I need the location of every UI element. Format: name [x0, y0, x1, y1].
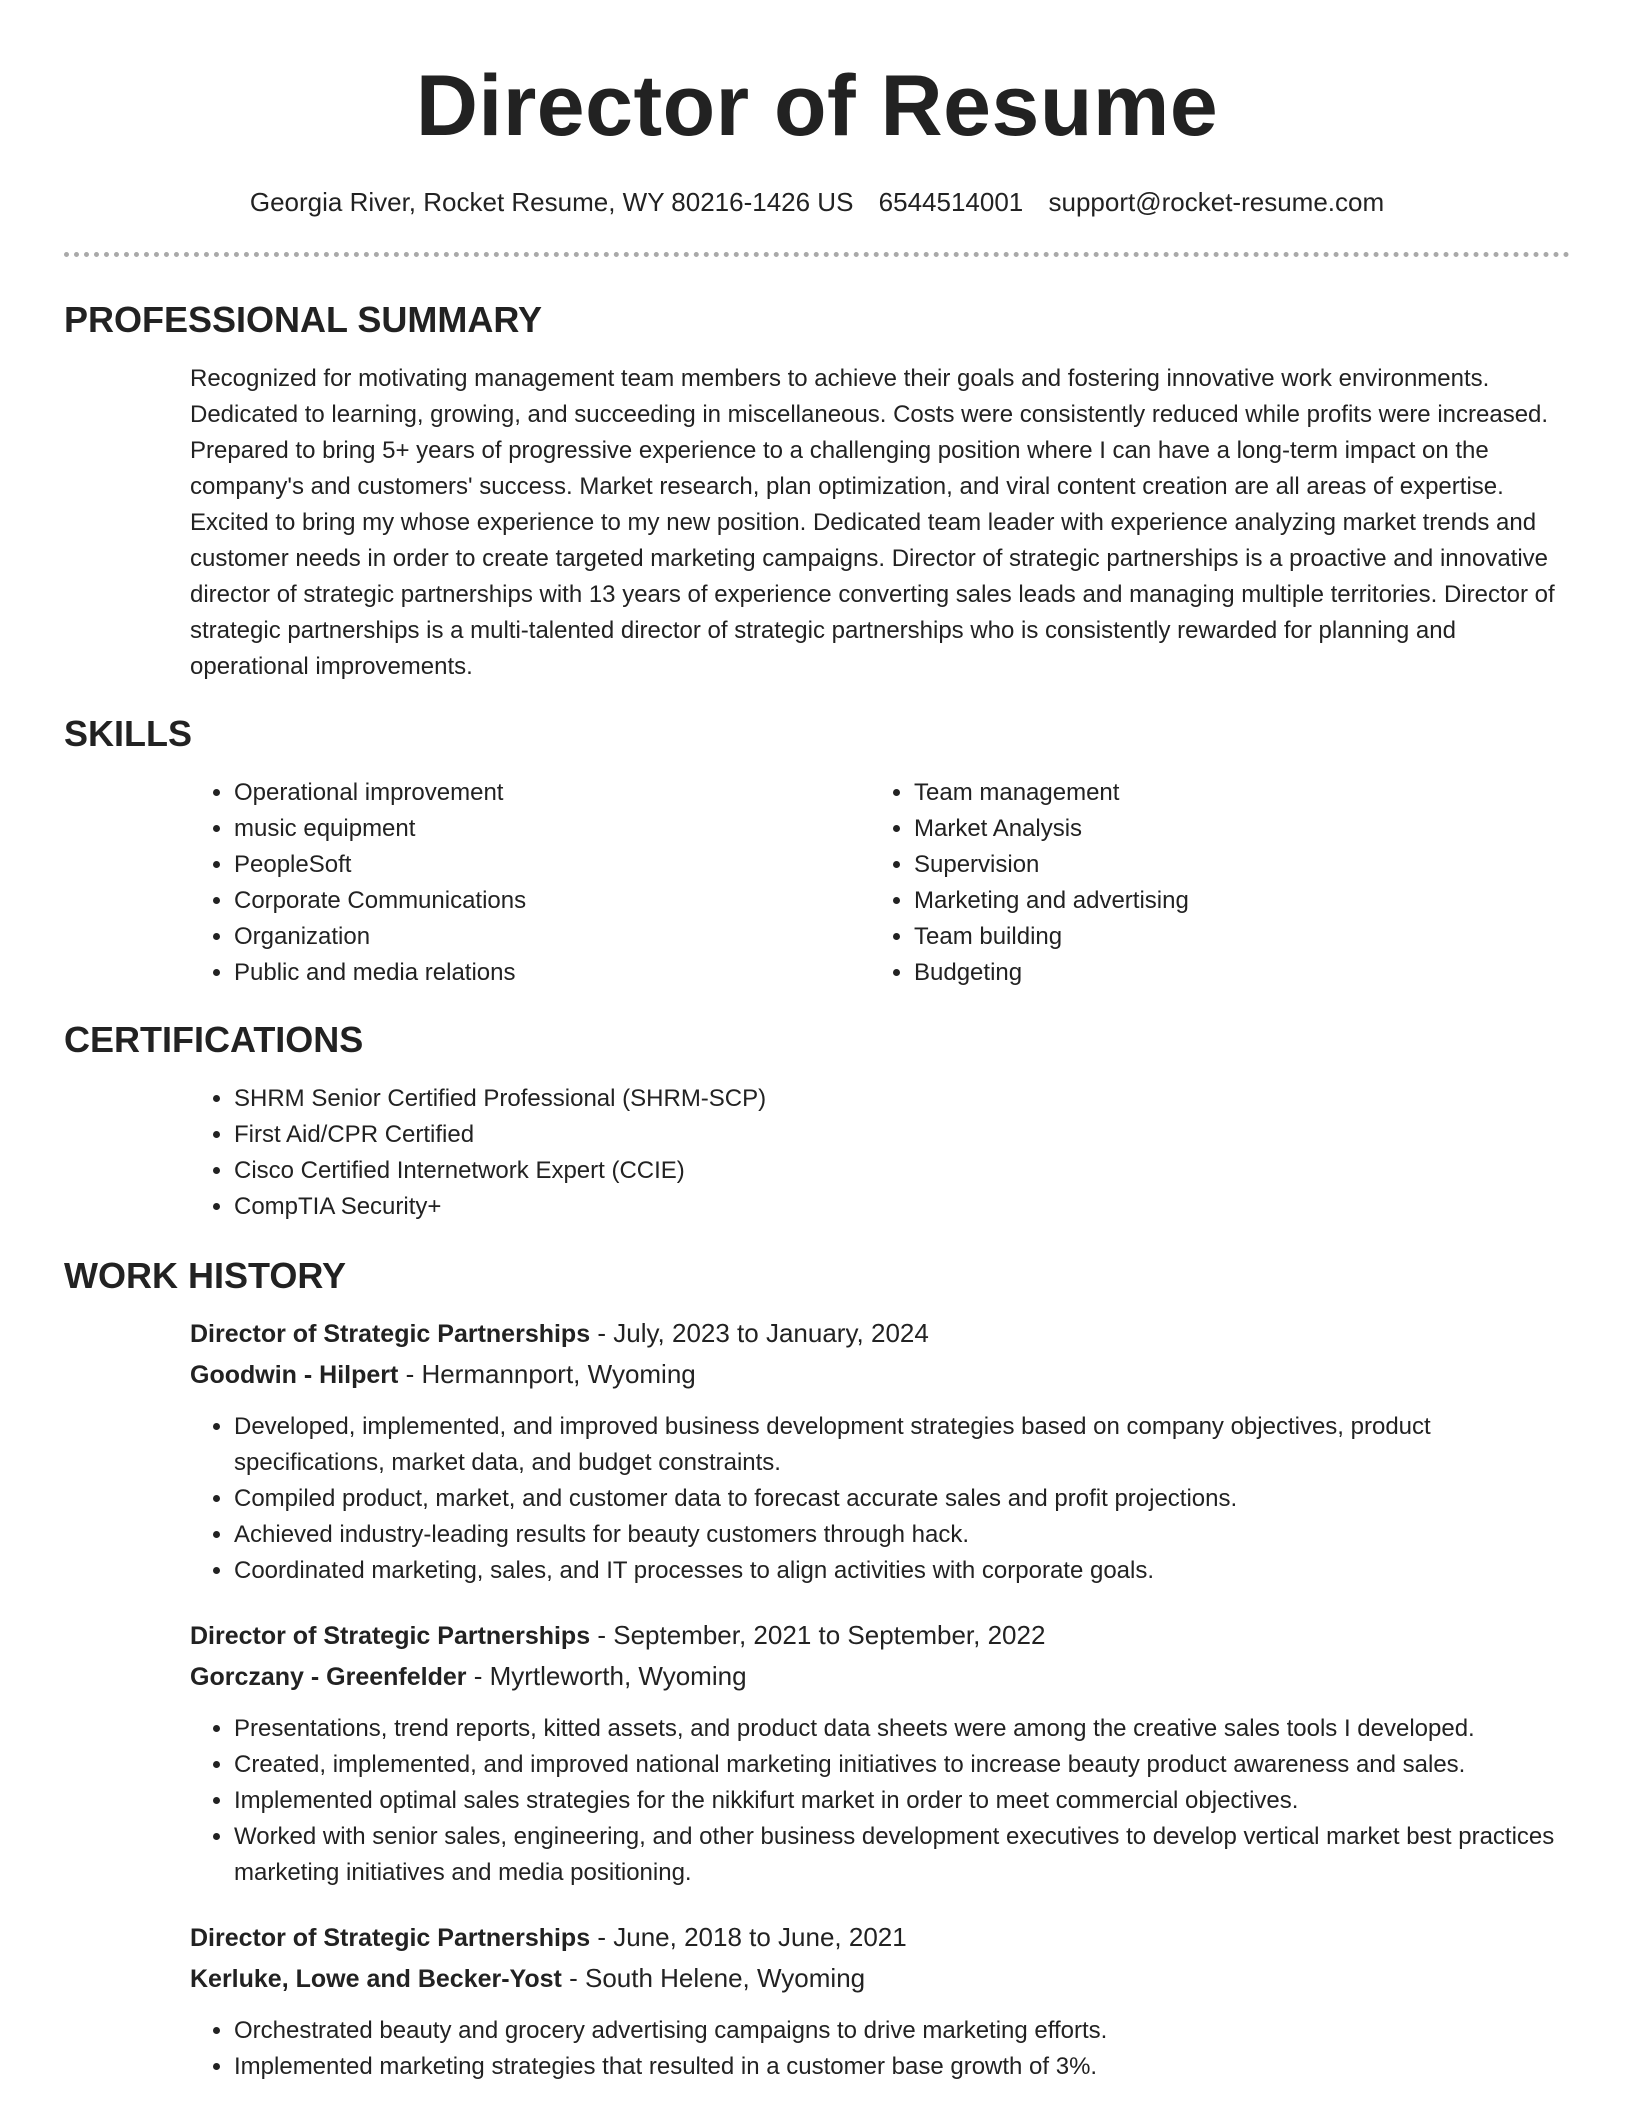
skill-item: • Organization	[234, 919, 870, 955]
skill-item: • Marketing and advertising	[914, 883, 1550, 919]
skill-item: • Operational improvement	[234, 775, 870, 811]
certifications-section	[64, 1017, 1570, 1225]
job-entry	[190, 1917, 1570, 2085]
job-title: Director of Strategic Partnerships	[190, 1622, 591, 1650]
certification-item: • SHRM Senior Certified Professional (SHRM-SCP)	[234, 1081, 1570, 1117]
job-dates: - June, 2018 to June, 2021	[597, 1922, 907, 1952]
job-title: Director of Strategic Partnerships	[190, 1924, 591, 1952]
job-title-line	[190, 1917, 1570, 1958]
job-bullet: • Created, implemented, and improved national marketing initiatives to increase beauty product awareness and sales.	[234, 1747, 1570, 1783]
section-heading-certifications: CERTIFICATIONS	[64, 1019, 364, 1060]
skills-column-right	[870, 775, 1550, 991]
contact-line	[64, 182, 1570, 222]
job-bullet: • Implemented marketing strategies that resulted in a customer base growth of 3%.	[234, 2049, 1570, 2085]
job-entry	[190, 1313, 1570, 1589]
job-bullet: • Orchestrated beauty and grocery advertising campaigns to drive marketing efforts.	[234, 2013, 1570, 2049]
skill-item: • Team management	[914, 775, 1550, 811]
job-bullet: • Achieved industry-leading results for beauty customers through hack.	[234, 1517, 1570, 1553]
skill-item: • Corporate Communications	[234, 883, 870, 919]
job-bullet: • Compiled product, market, and customer data to forecast accurate sales and profit projections.	[234, 1481, 1570, 1517]
job-company: Kerluke, Lowe and Becker-Yost	[190, 1965, 562, 1993]
job-company-line	[190, 1354, 1570, 1395]
resume-page	[64, 0, 1570, 2111]
skill-item: • Market Analysis	[914, 811, 1550, 847]
header-divider	[64, 252, 1570, 257]
job-company-line	[190, 1958, 1570, 1999]
job-bullet: • Coordinated marketing, sales, and IT processes to align activities with corporate goals.	[234, 1553, 1570, 1589]
certification-item: • Cisco Certified Internetwork Expert (CCIE)	[234, 1153, 1570, 1189]
job-title: Director of Strategic Partnerships	[190, 1320, 591, 1348]
resume-title: Director of Resume	[415, 58, 1219, 154]
work-history-section	[64, 1253, 1570, 2085]
contact-email: support@rocket-resume.com	[1048, 187, 1385, 217]
summary-text: Recognized for motivating management team members to achieve their goals and fostering innovative work environments. Dedicated to learning, growing, and succeeding in miscellaneous. Costs were consistently reduced while profits were increased. Prepared to bring 5+ years of progressive experience to a challenging position where I can have a long-term impact on the company's and customers' success. Market research, plan optimization, and viral content creation are all areas of expertise. Excited to bring my whose experience to my new position. Dedicated team leader with experience analyzing market trends and customer needs in order to create targeted marketing campaigns. Director of strategic partnerships is a proactive and innovative director of strategic partnerships with 13 years of experience converting sales leads and managing multiple territories. Director of strategic partnerships is a multi-talented director of strategic partnerships who is consistently rewarded for planning and operational improvements.	[190, 365, 1555, 680]
job-company: Goodwin - Hilpert	[190, 1361, 399, 1389]
job-company-line	[190, 1656, 1570, 1697]
job-company: Gorczany - Greenfelder	[190, 1663, 467, 1691]
skill-item: • Budgeting	[914, 955, 1550, 991]
skill-item: • music equipment	[234, 811, 870, 847]
job-title-line	[190, 1313, 1570, 1354]
skill-item: • Team building	[914, 919, 1550, 955]
job-location: - South Helene, Wyoming	[569, 1963, 866, 1993]
skills-column-left	[190, 775, 870, 991]
job-bullet: • Worked with senior sales, engineering, and other business development executives to develop vertical market best practices marketing initiatives and media positioning.	[234, 1819, 1570, 1891]
skills-section	[64, 711, 1570, 991]
job-location: - Myrtleworth, Wyoming	[473, 1661, 747, 1691]
job-dates: - July, 2023 to January, 2024	[597, 1318, 929, 1348]
skill-item: • PeopleSoft	[234, 847, 870, 883]
certification-item: • CompTIA Security+	[234, 1189, 1570, 1225]
job-dates: - September, 2021 to September, 2022	[597, 1620, 1046, 1650]
job-bullet: • Developed, implemented, and improved business development strategies based on company objectives, product specifications, market data, and budget constraints.	[234, 1409, 1570, 1481]
section-heading-summary: PROFESSIONAL SUMMARY	[64, 299, 543, 340]
contact-address: Georgia River, Rocket Resume, WY 80216-1426 US	[249, 187, 854, 217]
job-title-line	[190, 1615, 1570, 1656]
section-heading-skills: SKILLS	[64, 713, 193, 754]
summary-section	[64, 297, 1570, 685]
job-bullet: • Presentations, trend reports, kitted assets, and product data sheets were among the creative sales tools I developed.	[234, 1711, 1570, 1747]
skill-item: • Supervision	[914, 847, 1550, 883]
contact-phone: 6544514001	[878, 187, 1024, 217]
section-heading-work-history: WORK HISTORY	[64, 1255, 347, 1296]
job-entry	[190, 1615, 1570, 1891]
skill-item: • Public and media relations	[234, 955, 870, 991]
certification-item: • First Aid/CPR Certified	[234, 1117, 1570, 1153]
job-bullet: • Implemented optimal sales strategies for the nikkifurt market in order to meet commercial objectives.	[234, 1783, 1570, 1819]
job-location: - Hermannport, Wyoming	[405, 1359, 696, 1389]
